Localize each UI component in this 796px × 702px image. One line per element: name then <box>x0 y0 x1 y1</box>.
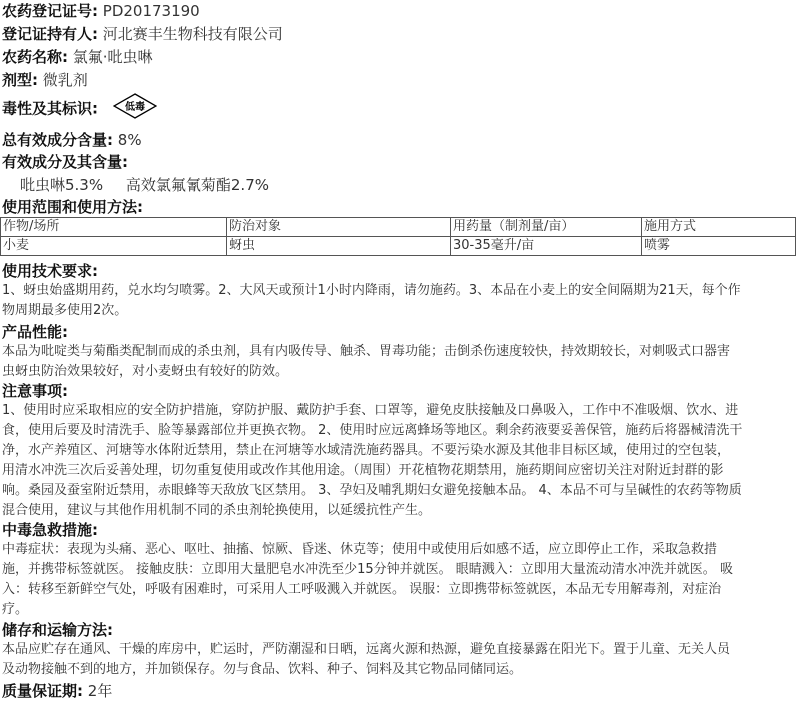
registration-holder-label: 登记证持有人: <box>2 25 98 43</box>
shelf-life-value: 2年 <box>87 682 113 700</box>
text-line: 中毒症状：表现为头痛、恶心、呕吐、抽搐、惊厥、昏迷、休克等；使用中或使用后如感不适，应立即停止工作，采取急救措 <box>2 542 718 557</box>
registration-number-label: 农药登记证号: <box>2 2 98 20</box>
storage-section-title: 储存和运输方法: <box>2 621 113 639</box>
toxicity-badge-text: 低毒 <box>124 102 145 113</box>
ingredient-item: 高效氯氟氰菊酯2.7% <box>125 176 269 194</box>
pesticide-name-label: 农药名称: <box>2 48 68 66</box>
total-content-value: 8% <box>117 131 142 149</box>
storage-paragraph <box>2 640 794 680</box>
total-content-label: 总有效成分含量: <box>2 131 113 149</box>
toxicity-row <box>2 93 157 125</box>
text-line: 1、使用时应采取相应的安全防护措施，穿防护服、戴防护手套、口罩等，避免皮肤接触及口鼻吸入，工作中不准吸烟、饮水、进 <box>2 403 739 418</box>
diamond-toxicity-badge-icon <box>113 93 157 125</box>
tech-paragraph <box>2 281 794 321</box>
formulation-value: 微乳剂 <box>42 71 88 89</box>
formulation-row <box>2 69 88 91</box>
ingredients-list <box>20 174 269 196</box>
performance-paragraph <box>2 342 794 382</box>
text-line: 物周期最多使用2次。 <box>2 303 128 318</box>
ingredient-item: 吡虫啉5.3% <box>20 176 104 194</box>
usage-header-crop: 作物/场所 <box>1 218 227 237</box>
registration-holder-row <box>2 23 283 45</box>
usage-cell-crop: 小麦 <box>1 237 227 256</box>
text-line: 及动物接触不到的地方，并加锁保存。勿与食品、饮料、种子、饲料及其它物品同储同运。 <box>2 662 523 677</box>
total-content-row <box>2 129 142 151</box>
text-line: 疗。 <box>2 602 29 617</box>
text-line: 响。桑园及蚕室附近禁用，赤眼蜂等天敌放飞区禁用。 3、孕妇及哺乳期妇女避免接触本品。 4、本品不可与呈碱性的农药等物质 <box>2 483 742 498</box>
first-aid-section-title: 中毒急救措施: <box>2 521 98 539</box>
text-line: 本品为吡啶类与菊酯类配制而成的杀虫剂，具有内吸传导、触杀、胃毒功能；击倒杀伤速度较快，持效期较长，对刺吸式口器害 <box>2 344 731 359</box>
usage-cell-method: 喷雾 <box>642 237 796 256</box>
tech-section-title: 使用技术要求: <box>2 262 98 280</box>
text-line: 净，水产养殖区、河塘等水体附近禁用，禁止在河塘等水域清洗施药器具。不要污染水源及其他非目标区域，使用过的空包装， <box>2 443 731 458</box>
shelf-life-row <box>2 680 112 702</box>
registration-number-row <box>2 0 200 22</box>
ingredients-label: 有效成分及其含量: <box>2 153 128 171</box>
registration-holder-value: 河北赛丰生物科技有限公司 <box>102 25 283 43</box>
registration-number-value: PD20173190 <box>102 2 200 20</box>
pesticide-name-value: 氯氟·吡虫啉 <box>72 48 153 66</box>
usage-table-row <box>1 237 796 256</box>
usage-cell-dosage: 30-35毫升/亩 <box>451 237 642 256</box>
formulation-label: 剂型: <box>2 71 38 89</box>
text-line: 用清水冲洗三次后妥善处理，切勿重复使用或改作其他用途。（周围）开花植物花期禁用，施药期间应密切关注对附近封群的影 <box>2 463 724 478</box>
shelf-life-label: 质量保证期: <box>2 682 83 700</box>
text-line: 虫蚜虫防治效果较好，对小麦蚜虫有较好的防效。 <box>2 364 289 379</box>
first-aid-paragraph <box>2 540 794 620</box>
text-line: 1、蚜虫始盛期用药，兑水均匀喷雾。2、大风天或预计1小时内降雨，请勿施药。3、本品在小麦上的安全间隔期为21天，每个作 <box>2 283 741 298</box>
text-line: 食，使用后要及时清洗手、脸等暴露部位并更换衣物。 2、使用时应远离蜂场等地区。剩余药液要妥善保管，施药后将器械清洗干 <box>2 423 743 438</box>
precautions-paragraph <box>2 401 794 521</box>
ingredients-row <box>2 151 128 173</box>
usage-cell-target: 蚜虫 <box>227 237 451 256</box>
precautions-section-title: 注意事项: <box>2 382 68 400</box>
usage-header-target: 防治对象 <box>227 218 451 237</box>
usage-header-dosage: 用药量（制剂量/亩） <box>451 218 642 237</box>
usage-table-header-row <box>1 218 796 237</box>
performance-section-title: 产品性能: <box>2 323 68 341</box>
text-line: 本品应贮存在通风、干燥的库房中，贮运时，严防潮湿和日晒，远离火源和热源，避免直接暴露在阳光下。置于儿童、无关人员 <box>2 642 731 657</box>
toxicity-label: 毒性及其标识: <box>2 99 98 118</box>
text-line: 入：转移至新鲜空气处，呼吸有困难时，可采用人工呼吸溅入并就医。 误服：立即携带标签就医，本品无专用解毒剂，对症治 <box>2 582 722 597</box>
usage-header-method: 施用方式 <box>642 218 796 237</box>
text-line: 施，并携带标签就医。 接触皮肤：立即用大量肥皂水冲洗至少15分钟并就医。 眼睛溅入：立即用大量流动清水冲洗并就医。 吸 <box>2 562 733 577</box>
pesticide-name-row <box>2 46 153 68</box>
text-line: 混合使用，建议与其他作用机制不同的杀虫剂轮换使用，以延缓抗性产生。 <box>2 503 432 518</box>
usage-table <box>0 217 796 256</box>
usage-section-title: 使用范围和使用方法: <box>2 198 143 216</box>
